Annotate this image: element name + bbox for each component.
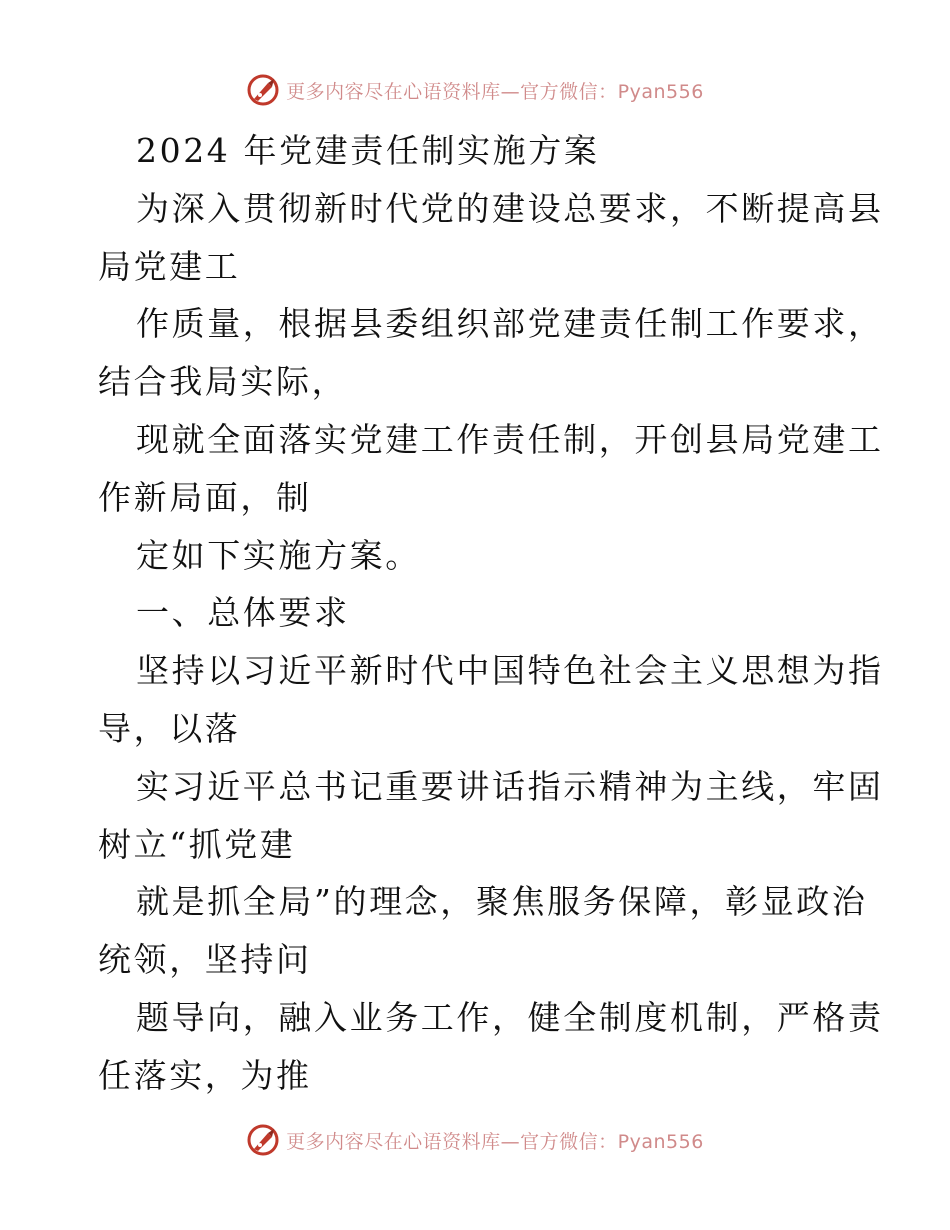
- footer-banner-text: 更多内容尽在心语资料库—官方微信：Pyan556: [286, 1130, 704, 1153]
- footer-banner: [0, 1120, 950, 1160]
- document-line: 现就全面落实党建工作责任制，开创县局党建工: [136, 419, 884, 459]
- document-line: 为深入贯彻新时代党的建设总要求，不断提高县: [136, 188, 884, 228]
- document-line: 定如下实施方案。: [136, 535, 421, 575]
- document-line: 坚持以习近平新时代中国特色社会主义思想为指: [136, 651, 884, 691]
- header-banner-text: 更多内容尽在心语资料库—官方微信：Pyan556: [286, 80, 704, 103]
- document-line: 实习近平总书记重要讲话指示精神为主线，牢固: [136, 766, 884, 806]
- document-line: 导，以落: [98, 708, 241, 748]
- document-line: 就是抓全局”的理念，聚焦服务保障，彰显政治: [136, 882, 868, 922]
- document-line: 局党建工: [98, 246, 241, 286]
- header-banner: [0, 70, 950, 110]
- document-line: 任落实，为推: [98, 1055, 312, 1095]
- document-body: [98, 122, 884, 1105]
- document-line: 作质量，根据县委组织部党建责任制工作要求，: [136, 304, 884, 344]
- document-line: 题导向，融入业务工作，健全制度机制，严格责: [136, 997, 884, 1037]
- pen-nib-logo-icon: [246, 1123, 280, 1157]
- document-line: 作新局面，制: [98, 477, 312, 517]
- document-line: 统领，坚持问: [98, 940, 312, 980]
- pen-nib-logo-icon: [246, 73, 280, 107]
- document-line: 结合我局实际，: [98, 362, 348, 402]
- document-line: 树立“抓党建: [98, 824, 296, 864]
- document-line: 2024 年党建责任制实施方案: [136, 131, 600, 170]
- document-line: 一、总体要求: [136, 593, 350, 633]
